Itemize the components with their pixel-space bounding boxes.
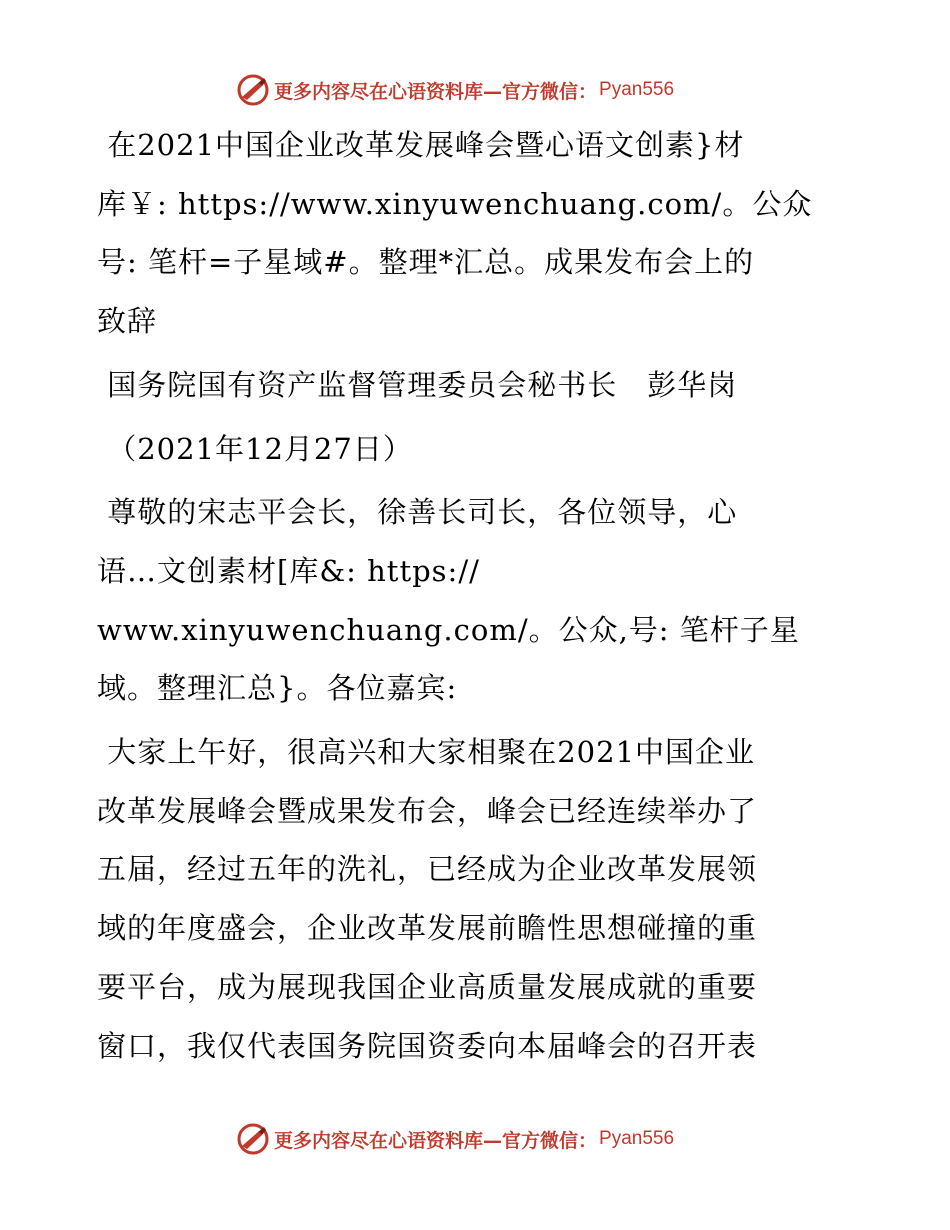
text-line: 号: 笔杆=子星域#。整理*汇总。成果发布会上的 xyxy=(97,245,755,280)
text-line: 库￥: https://www.xinyuwenchuang.com/。公众 xyxy=(97,186,813,221)
text-line: （2021年12月27日） xyxy=(97,431,413,466)
pen-logo-icon xyxy=(236,1122,270,1156)
paragraph xyxy=(97,420,857,479)
text-line: 五届，经过五年的洗礼，已经成为企业改革发展领 xyxy=(97,852,758,887)
watermark-text: 更多内容尽在心语资料库—官方微信： xyxy=(274,80,598,103)
watermark-wechat-id: Pyan556 xyxy=(599,1128,675,1149)
text-line: 域。整理汇总}。各位嘉宾: xyxy=(97,671,458,706)
header-watermark xyxy=(236,72,674,108)
text-line: 域的年度盛会，企业改革发展前瞻性思想碰撞的重 xyxy=(97,911,758,946)
text-line: www.xinyuwenchuang.com/。公众,号: 笔杆子星 xyxy=(97,612,800,647)
text-line: 尊敬的宋志平会长，徐善长司长，各位领导，心 xyxy=(97,495,738,530)
text-line: 致辞 xyxy=(97,304,158,339)
text-line: 在2021中国企业改革发展峰会暨心语文创素}材 xyxy=(97,128,745,162)
text-line: 要平台，成为展现我国企业高质量发展成就的重要 xyxy=(97,969,758,1004)
paragraph xyxy=(97,356,857,415)
text-line: 大家上午好，很高兴和大家相聚在2021中国企业 xyxy=(97,735,756,770)
paragraph xyxy=(97,723,857,1075)
pen-logo-icon xyxy=(236,73,270,107)
paragraph xyxy=(97,483,857,718)
text-line: 国务院国有资产监督管理委员会秘书长 彭华岗 xyxy=(97,367,738,402)
watermark-wechat-id: Pyan556 xyxy=(599,79,675,100)
footer-watermark xyxy=(236,1121,674,1157)
text-line: 改革发展峰会暨成果发布会，峰会已经连续举办了 xyxy=(97,793,758,828)
watermark-text: 更多内容尽在心语资料库—官方微信： xyxy=(274,1129,598,1152)
text-line: 语…文创素材[库&: https:// xyxy=(97,553,480,588)
text-line: 窗口，我仅代表国务院国资委向本届峰会的召开表 xyxy=(97,1028,758,1063)
paragraph xyxy=(97,116,857,351)
document-body xyxy=(97,116,857,1075)
